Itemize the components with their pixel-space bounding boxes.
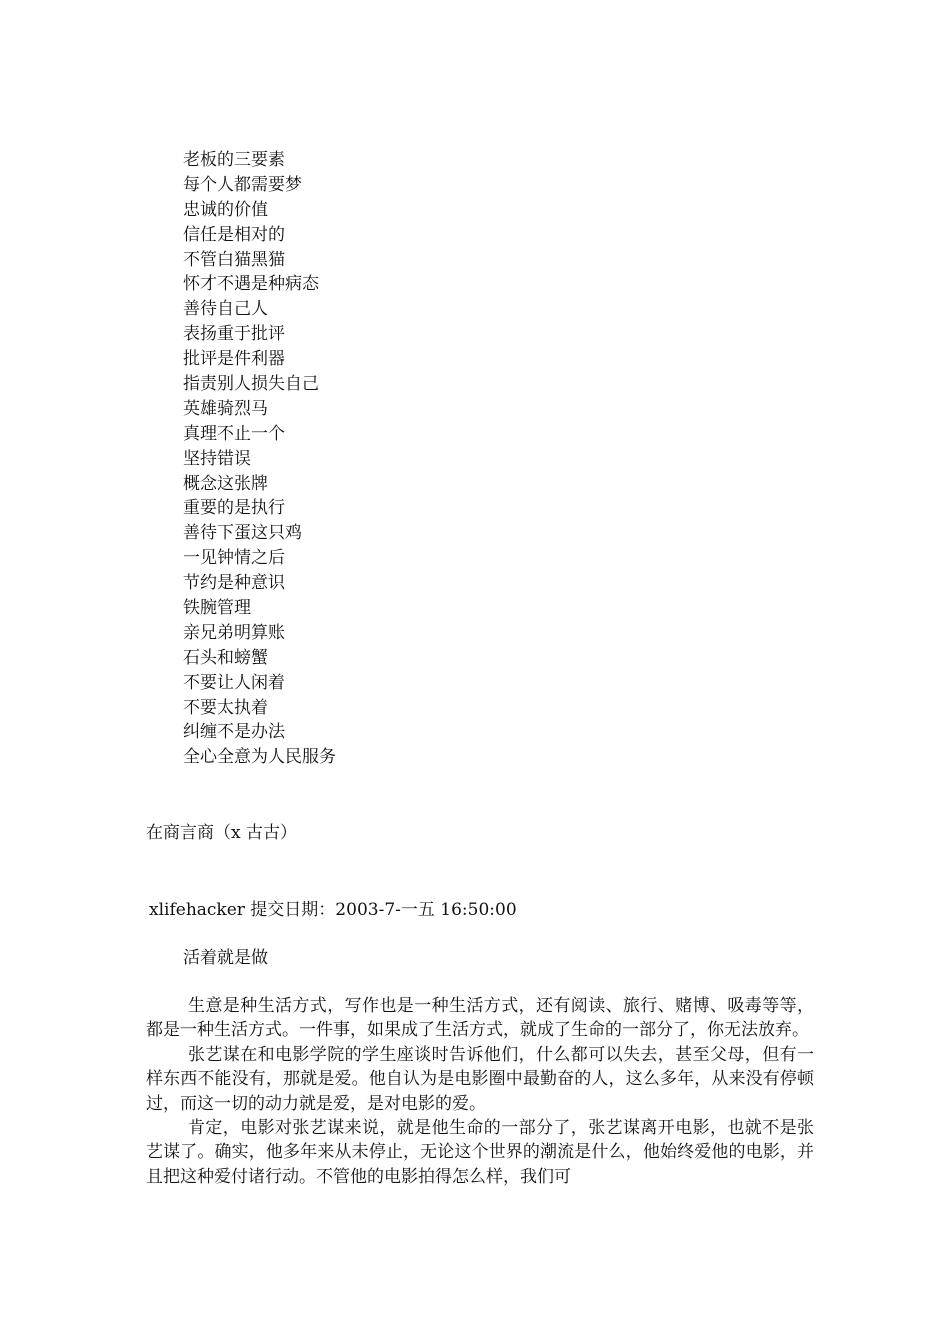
body-paragraph: 肯定，电影对张艺谋来说，就是他生命的一部分了，张艺谋离开电影，也就不是张艺谋了。确实，他多年来从未停止，无论这个世界的潮流是什么，他始终爱他的电影，并且把这种爱付诸行动。不管他的电影拍得怎么样，我们可 <box>146 1118 814 1187</box>
toc-item: 表扬重于批评 <box>183 324 285 345</box>
body-paragraph: 张艺谋在和电影学院的学生座谈时告诉他们，什么都可以失去，甚至父母，但有一样东西不能没有，那就是爱。他自认为是电影圈中最勤奋的人，这么多年，从来没有停顿过，而这一切的动力就是爱，是对电影的爱。 <box>146 1044 814 1114</box>
toc-item: 全心全意为人民服务 <box>183 747 336 768</box>
toc-item: 纠缠不是办法 <box>183 722 285 743</box>
toc-item: 每个人都需要梦 <box>183 174 302 195</box>
body-paragraph: 生意是种生活方式，写作也是一种生活方式，还有阅读、旅行、赌博、吸毒等等，都是一种生活方式。一件事，如果成了生活方式，就成了生命的一部分了，你无法放弃。 <box>146 996 814 1041</box>
toc-item: 真理不止一个 <box>183 423 285 444</box>
post-subhead: 活着就是做 <box>183 948 268 968</box>
toc-item: 忠诚的价值 <box>183 199 268 220</box>
toc-item: 概念这张牌 <box>183 473 268 494</box>
table-of-contents <box>183 148 336 770</box>
toc-item: 批评是件利器 <box>183 349 285 370</box>
toc-item: 石头和螃蟹 <box>183 647 268 668</box>
toc-item: 重要的是执行 <box>183 498 285 519</box>
post-meta: xlifehacker 提交日期：2003-7-一五 16:50:00 <box>149 900 517 920</box>
toc-item: 不管白猫黑猫 <box>183 249 285 270</box>
toc-item: 铁腕管理 <box>183 598 251 619</box>
toc-item: 善待下蛋这只鸡 <box>183 523 302 544</box>
toc-item: 善待自己人 <box>183 299 268 320</box>
toc-item: 怀才不遇是种病态 <box>183 274 319 295</box>
toc-item: 节约是种意识 <box>183 573 285 594</box>
section-title: 在商言商（x 古古） <box>146 823 297 843</box>
toc-item: 信任是相对的 <box>183 224 285 245</box>
toc-item: 坚持错误 <box>183 448 251 469</box>
toc-item: 一见钟情之后 <box>183 548 285 569</box>
toc-item: 英雄骑烈马 <box>183 398 268 419</box>
toc-item: 指责别人损失自己 <box>183 374 319 395</box>
toc-item: 亲兄弟明算账 <box>183 622 285 643</box>
toc-item: 不要太执着 <box>183 697 268 718</box>
toc-item: 老板的三要素 <box>183 150 285 170</box>
post-body <box>146 994 814 1189</box>
toc-item: 不要让人闲着 <box>183 672 285 693</box>
